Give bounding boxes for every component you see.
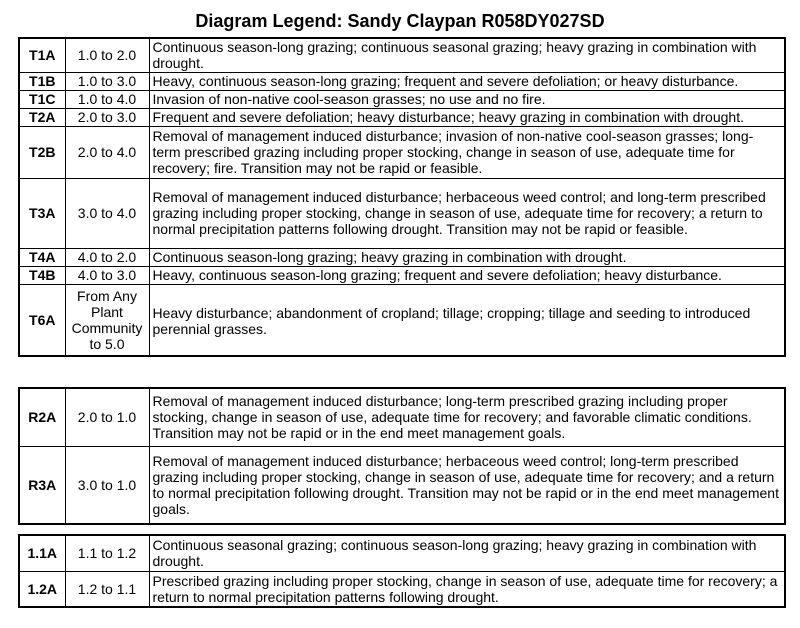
row-code: R2A [19,388,65,446]
row-range: 2.0 to 1.0 [65,388,149,446]
row-range: 1.0 to 4.0 [65,90,149,108]
row-description: Frequent and severe defoliation; heavy disturbance; heavy grazing in combination with drought. [149,108,785,126]
row-description: Removal of management induced disturbance; invasion of non-native cool-season grasses; long-term prescribed grazing including proper stocking, change in season of use, adequate time for recovery; fire. Transition may not be rapid or feasible. [149,126,785,178]
row-code: T4B [19,266,65,284]
table-row [19,446,785,524]
row-description: Removal of management induced disturbance; herbaceous weed control; and long-term prescribed grazing including proper stocking, change in season of use, adequate time for recovery; a return to normal precipitation patterns following drought. Transition may not be rapid or feasible. [149,178,785,248]
table-row [19,126,785,178]
row-code: T4A [19,248,65,266]
row-description: Invasion of non-native cool-season grasses; no use and no fire. [149,90,785,108]
row-range: 3.0 to 1.0 [65,446,149,524]
row-code: T3A [19,178,65,248]
table-row [19,178,785,248]
row-code: T6A [19,284,65,356]
community-pathways-table [18,534,786,608]
row-range: 2.0 to 4.0 [65,126,149,178]
row-range: 1.0 to 2.0 [65,38,149,72]
row-code: 1.1A [19,535,65,571]
row-range: 4.0 to 2.0 [65,248,149,266]
table-row [19,388,785,446]
row-description: Continuous season-long grazing; continuous seasonal grazing; heavy grazing in combination with drought. [149,38,785,72]
row-range: 1.2 to 1.1 [65,571,149,607]
row-description: Continuous seasonal grazing; continuous season-long grazing; heavy grazing in combination with drought. [149,535,785,571]
legend-title: Diagram Legend: Sandy Claypan R058DY027SD [195,11,605,31]
table-row [19,535,785,571]
table-row [19,571,785,607]
row-range: 1.1 to 1.2 [65,535,149,571]
row-description: Prescribed grazing including proper stocking, change in season of use, adequate time for recovery; a return to normal precipitation patterns following drought. [149,571,785,607]
row-range: From Any Plant Community to 5.0 [65,284,149,356]
row-description: Heavy, continuous season-long grazing; frequent and severe defoliation; heavy disturbance. [149,266,785,284]
transitions-table [18,37,786,357]
table-row [19,90,785,108]
row-code: T1B [19,72,65,90]
table-row [19,284,785,356]
row-range: 2.0 to 3.0 [65,108,149,126]
row-description: Removal of management induced disturbance; herbaceous weed control; long-term prescribed grazing including proper stocking, change in season of use, adequate time for recovery; and a return to normal precipitation following drought. Transition may not be rapid or in the end meet management goals. [149,446,785,524]
row-range: 4.0 to 3.0 [65,266,149,284]
table-row [19,248,785,266]
table-row [19,266,785,284]
row-description: Heavy disturbance; abandonment of cropland; tillage; cropping; tillage and seeding to introduced perennial grasses. [149,284,785,356]
row-description: Removal of management induced disturbance; long-term prescribed grazing including proper stocking, change in season of use, adequate time for recovery; and favorable climatic conditions. Transition may not be rapid or in the end meet management goals. [149,388,785,446]
restorations-table [18,387,786,525]
table-row [19,72,785,90]
table-row [19,38,785,72]
row-code: T2A [19,108,65,126]
table-row [19,108,785,126]
row-range: 1.0 to 3.0 [65,72,149,90]
row-description: Continuous season-long grazing; heavy grazing in combination with drought. [149,248,785,266]
row-code: T1A [19,38,65,72]
row-code: 1.2A [19,571,65,607]
row-code: T2B [19,126,65,178]
row-code: R3A [19,446,65,524]
row-code: T1C [19,90,65,108]
row-range: 3.0 to 4.0 [65,178,149,248]
row-description: Heavy, continuous season-long grazing; frequent and severe defoliation; or heavy disturbance. [149,72,785,90]
